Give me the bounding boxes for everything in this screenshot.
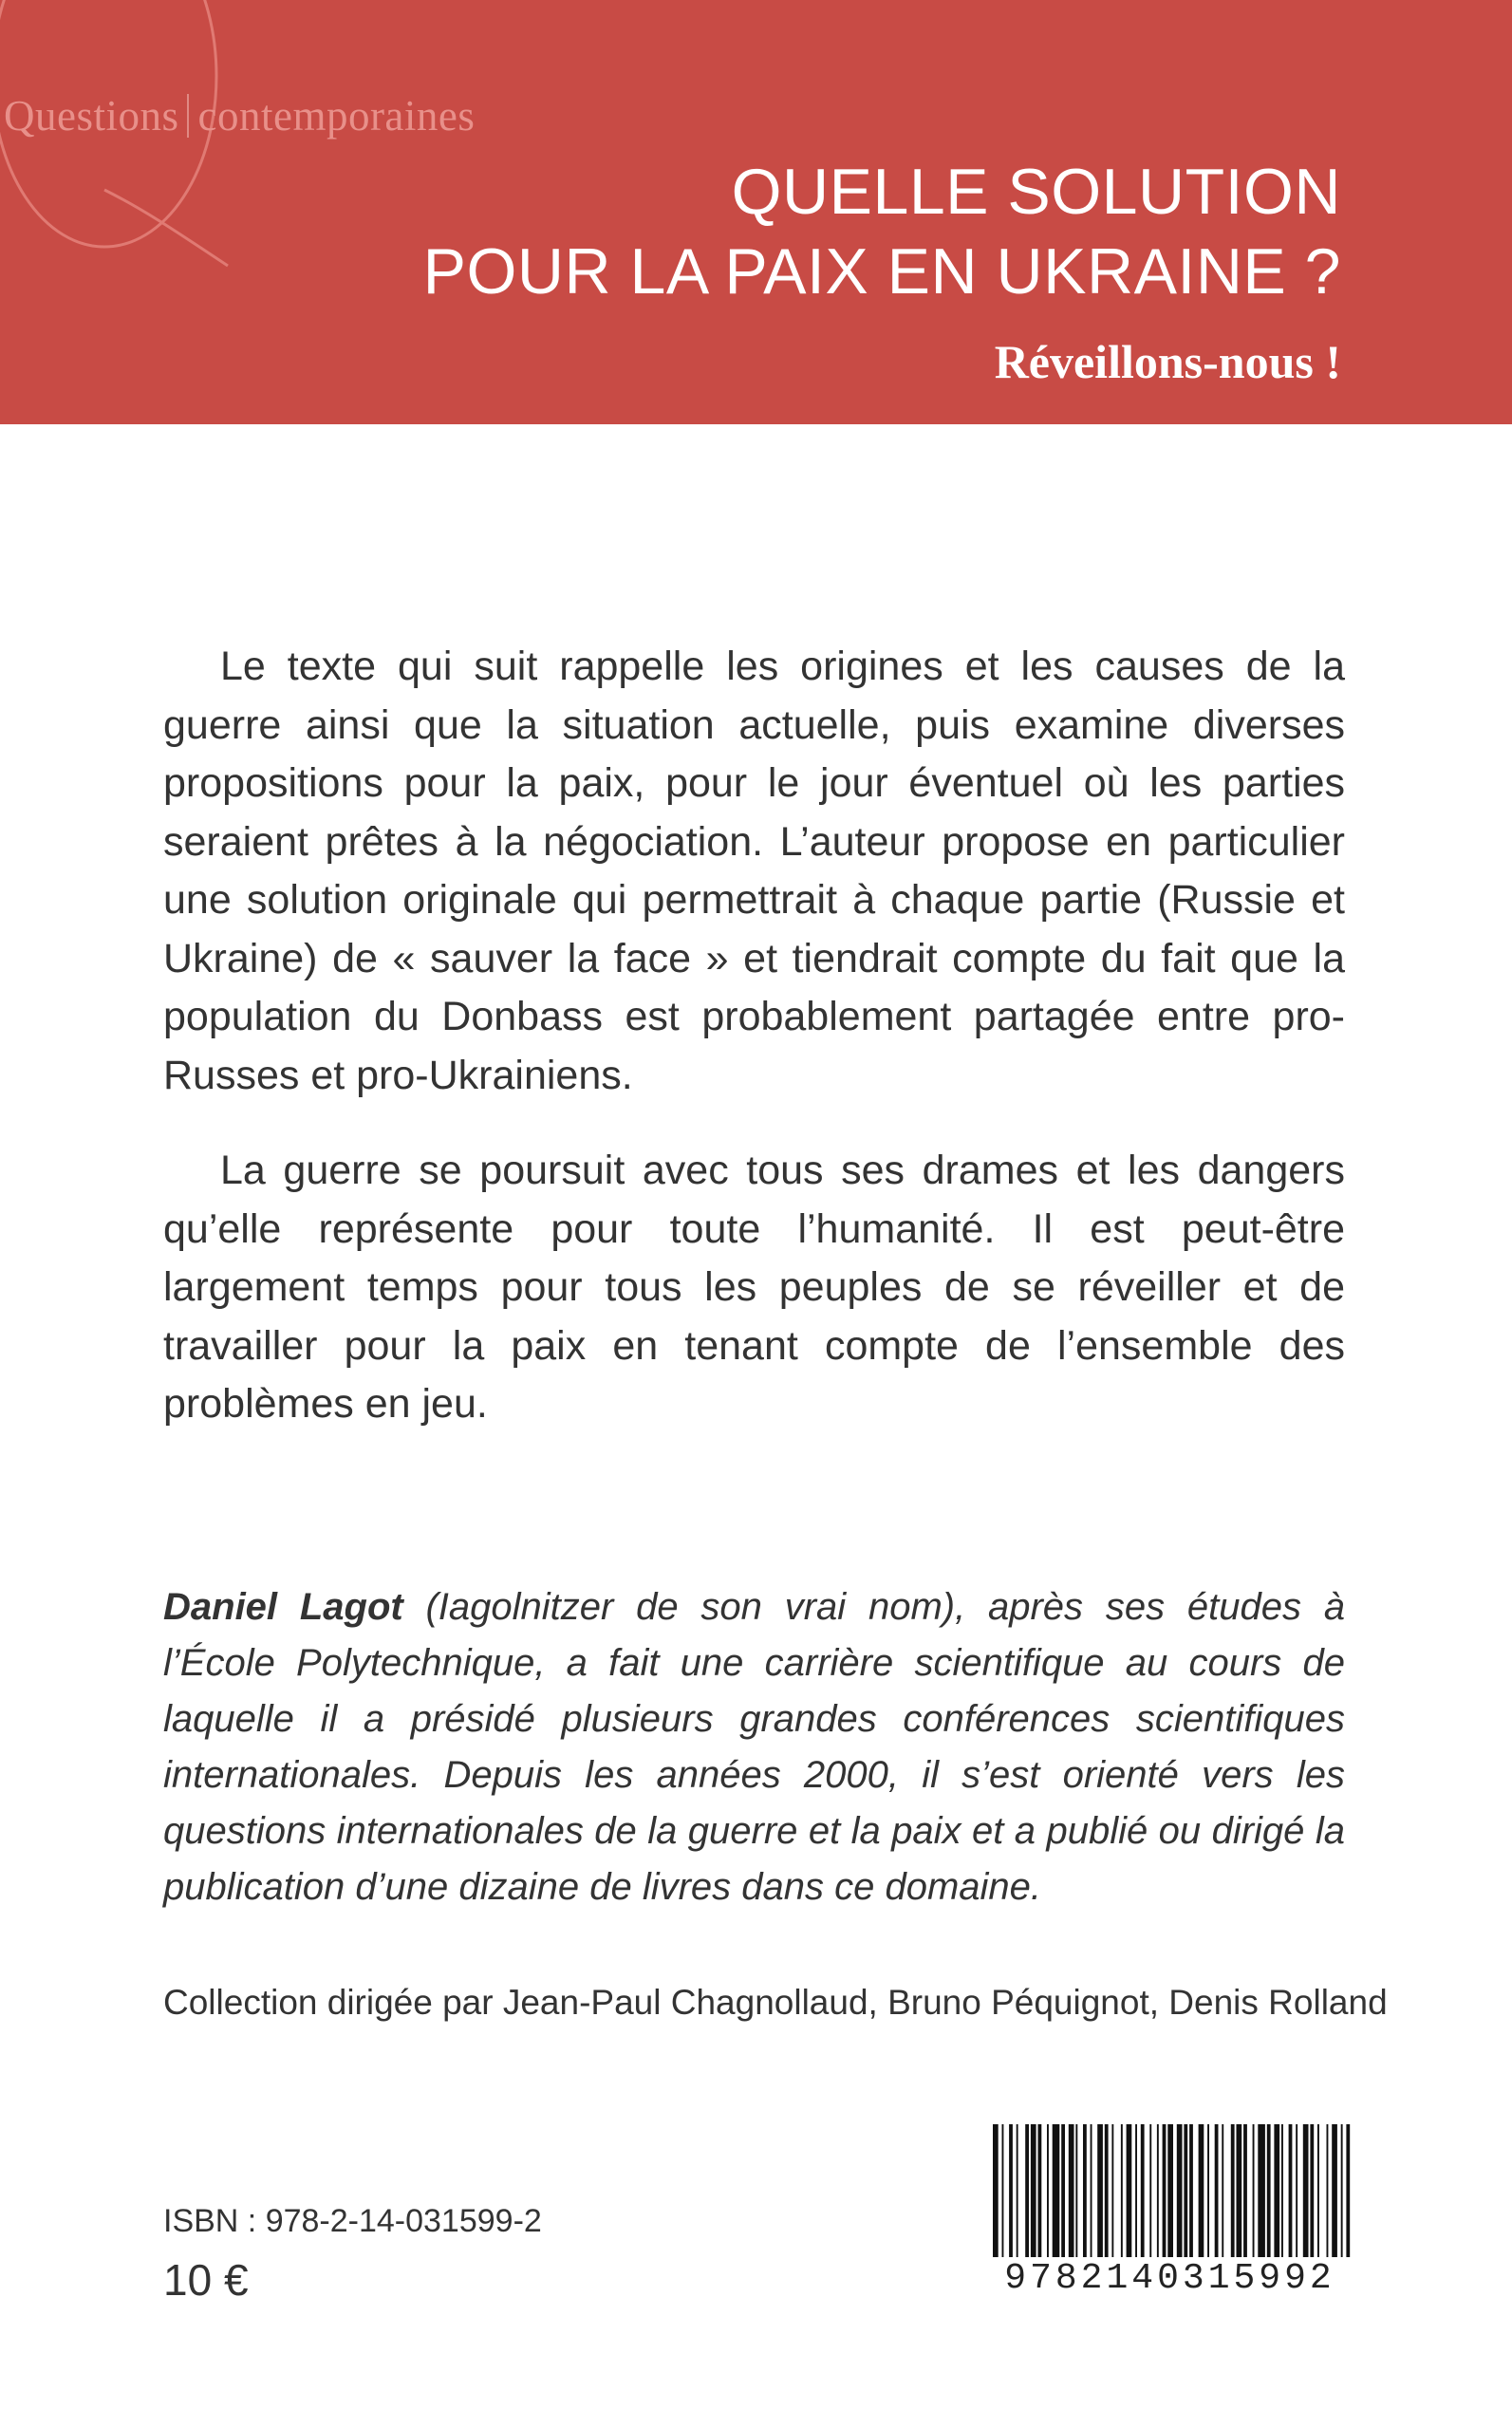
barcode-bar: [1332, 2124, 1337, 2267]
barcode-bar: [1215, 2124, 1219, 2267]
summary-text-1: Le texte qui suit rappelle les origines et les causes de la guerre ainsi que la situation actuelle, puis examine diverses propositions pour la paix, pour le jour éventuel où les parties seraient prêtes à la négociation. L’auteur propose en particulier une solution originale qui permettrait à chaque partie (Russie et Ukraine) de « sauver la face » et tiendrait compte du fait que la population du Donbass est probablement partagée entre pro-Russes et pro-Ukrainiens.: [163, 644, 1345, 1098]
barcode-bar: [1243, 2124, 1247, 2267]
book-title-line1: QUELLE SOLUTION: [731, 156, 1341, 228]
summary-paragraph-1: [163, 638, 1345, 1105]
barcode-bar: [1002, 2124, 1004, 2267]
barcode-bar: [1274, 2124, 1279, 2267]
barcode-bar: [1289, 2124, 1293, 2267]
barcode-bar: [1009, 2124, 1013, 2267]
barcode-bar: [1083, 2124, 1087, 2267]
barcode-bar: [1177, 2124, 1183, 2267]
book-subtitle: Réveillons-nous !: [994, 335, 1341, 388]
barcode-bar: [1097, 2124, 1103, 2267]
series-divider: [187, 94, 189, 138]
barcode-bar: [1127, 2124, 1132, 2267]
series-name-part2: contemporaines: [197, 92, 476, 140]
author-bio: [163, 1579, 1345, 1915]
barcode-bar: [1047, 2124, 1049, 2267]
collection-editors: Collection dirigée par Jean-Paul Chagnollaud, Bruno Péquignot, Denis Rolland: [163, 1983, 1388, 2022]
barcode-bar: [1267, 2124, 1271, 2267]
barcode-bar: [1031, 2124, 1036, 2267]
barcode-bar: [1017, 2124, 1018, 2267]
barcode-bar: [1163, 2124, 1167, 2267]
barcode-bar: [1207, 2124, 1209, 2267]
barcode-bar: [1184, 2124, 1187, 2267]
barcode-number: 9782140315992: [987, 2257, 1353, 2301]
barcode-bar: [1105, 2124, 1109, 2267]
barcode-bar: [1075, 2124, 1077, 2267]
barcode-bar: [1069, 2124, 1074, 2267]
barcode-bar: [1025, 2124, 1029, 2267]
barcode-bar: [1091, 2124, 1092, 2267]
barcode-bar: [1111, 2124, 1113, 2267]
barcode-bar: [1231, 2124, 1235, 2267]
barcode-bar: [1253, 2124, 1255, 2267]
summary-text-2: La guerre se poursuit avec tous ses drames et les dangers qu’elle représente pour toute l’humanité. Il est peut-être largement temps pour tous les peuples de se réveiller et de travailler pour la paix en tenant compte de l’ensemble des problèmes en jeu.: [163, 1148, 1345, 1427]
barcode-bar: [1053, 2124, 1060, 2267]
barcode-bar: [1317, 2124, 1319, 2267]
barcode-bar: [1061, 2124, 1065, 2267]
barcode-bar: [1038, 2124, 1042, 2267]
barcode-bar: [1199, 2124, 1204, 2267]
barcode-bar: [1189, 2124, 1193, 2267]
barcode-bar: [1341, 2124, 1343, 2267]
barcode-bar: [1303, 2124, 1309, 2267]
header-banner: [0, 0, 1512, 424]
book-title: [423, 152, 1341, 311]
barcode-bar: [1222, 2124, 1223, 2267]
series-name: [4, 91, 475, 140]
barcode-bar: [1310, 2124, 1314, 2267]
barcode-bar: [1346, 2124, 1350, 2267]
barcode-bar: [1121, 2124, 1123, 2267]
price: 10 €: [163, 2255, 249, 2305]
barcode-bar: [1281, 2124, 1283, 2267]
summary-paragraph-2: [163, 1142, 1345, 1434]
q-logo-icon: [0, 0, 247, 304]
barcode-bar: [993, 2124, 999, 2267]
barcode-bar: [1167, 2124, 1173, 2267]
barcode-bar: [1237, 2124, 1242, 2267]
barcode-bar: [1135, 2124, 1137, 2267]
barcode-bar: [1141, 2124, 1145, 2267]
book-title-line2: POUR LA PAIX EN UKRAINE ?: [422, 235, 1341, 308]
barcode-bar: [1258, 2124, 1265, 2267]
author-bio-text: (Iagolnitzer de son vrai nom), après ses études à l’École Polytechnique, a fait une carrière scientifique au cours de laquelle il a présidé plusieurs grandes conférences scientifiques internationales. Depuis les années 2000, il s’est orienté vers les questions internationales de la guerre et la paix et a publié ou dirigé la publication d’une dizaine de livres dans ce domaine.: [163, 1586, 1345, 1908]
isbn: ISBN : 978-2-14-031599-2: [163, 2203, 542, 2239]
barcode-bar: [1157, 2124, 1159, 2267]
barcode-bar: [1296, 2124, 1297, 2267]
barcode-bar: [1149, 2124, 1151, 2267]
author-name: Daniel Lagot: [163, 1586, 403, 1628]
series-name-part1: Questions: [4, 92, 179, 140]
barcode-bar: [1327, 2124, 1329, 2267]
